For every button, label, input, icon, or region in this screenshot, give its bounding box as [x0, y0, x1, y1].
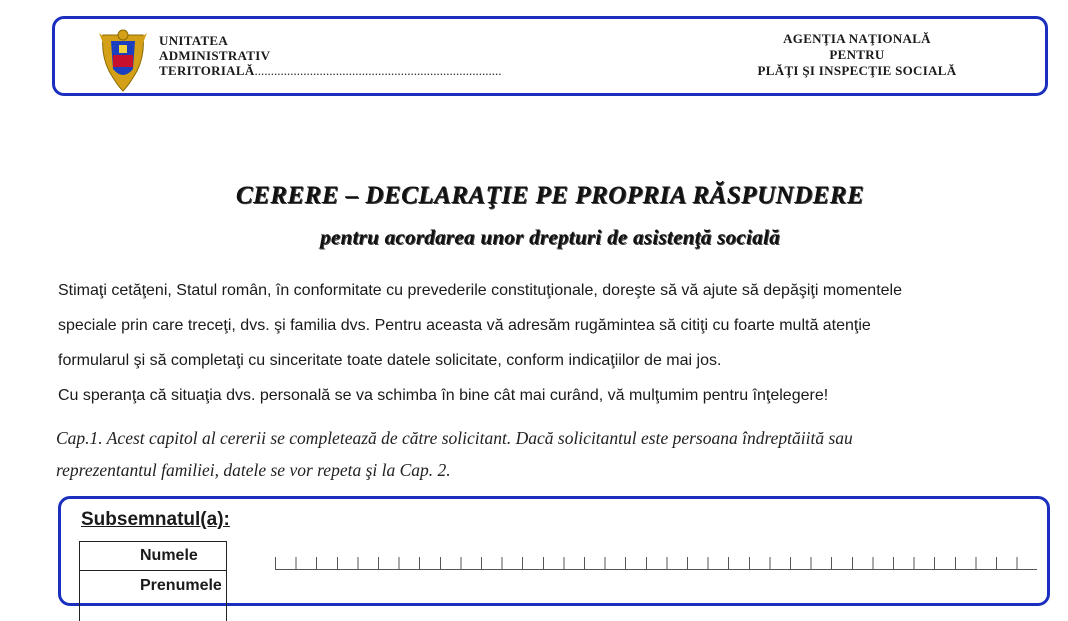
document-subtitle: pentru acordarea unor drepturi de asistenţă socială — [320, 225, 780, 249]
uat-line: UNITATEA — [159, 33, 229, 48]
uat-dots: ............................................................................ — [254, 63, 502, 78]
intro-line: Cu speranţa că situaţia dvs. personală se va schimba în bine cât mai curând, vă mulţumim pentru înţelegere! — [58, 387, 829, 404]
cap-line: reprezentantul familiei, datele se vor repeta şi la Cap. 2. — [56, 460, 451, 480]
field-label-numele: Numele — [140, 547, 198, 564]
intro-line: formularul şi să completaţi cu sinceritate toate datele solicitate, conform indicaţiilor de mai jos. — [58, 352, 722, 369]
cap-line: Cap.1. Acest capitol al cererii se completează de către solicitant. Dacă solicitantul este persoana îndreptăiită sau — [56, 428, 853, 448]
uat-line: ADMINISTRATIV — [159, 48, 271, 63]
romania-coat-of-arms-icon — [99, 25, 147, 93]
label-divider — [80, 570, 226, 571]
uat-line: TERITORIALĂ — [159, 63, 255, 78]
form-box — [58, 496, 1050, 606]
label-table — [79, 541, 227, 621]
intro-line: speciale prin care treceţi, dvs. şi familia dvs. Pentru aceasta vă adresăm rugămintea să citiţi cu foarte multă atenţie — [58, 317, 871, 334]
document-title: CERERE – DECLARAŢIE PE PROPRIA RĂSPUNDERE — [235, 182, 865, 209]
header-box — [52, 16, 1048, 96]
numele-character-cells[interactable] — [275, 551, 1037, 570]
field-label-prenumele: Prenumele — [140, 577, 222, 594]
agency-line: AGENŢIA NAŢIONALĂ — [783, 31, 931, 46]
agency-line: PLĂŢI ŞI INSPECŢIE SOCIALĂ — [757, 63, 957, 78]
agency-block — [727, 31, 987, 79]
uat-block — [159, 33, 502, 78]
intro-line: Stimaţi cetăţeni, Statul român, în conformitate cu prevederile constituţionale, doreşte să vă ajute să depăşiţi momentele — [58, 282, 902, 299]
form-heading: Subsemnatul(a): — [81, 509, 230, 530]
agency-line: PENTRU — [829, 47, 885, 62]
